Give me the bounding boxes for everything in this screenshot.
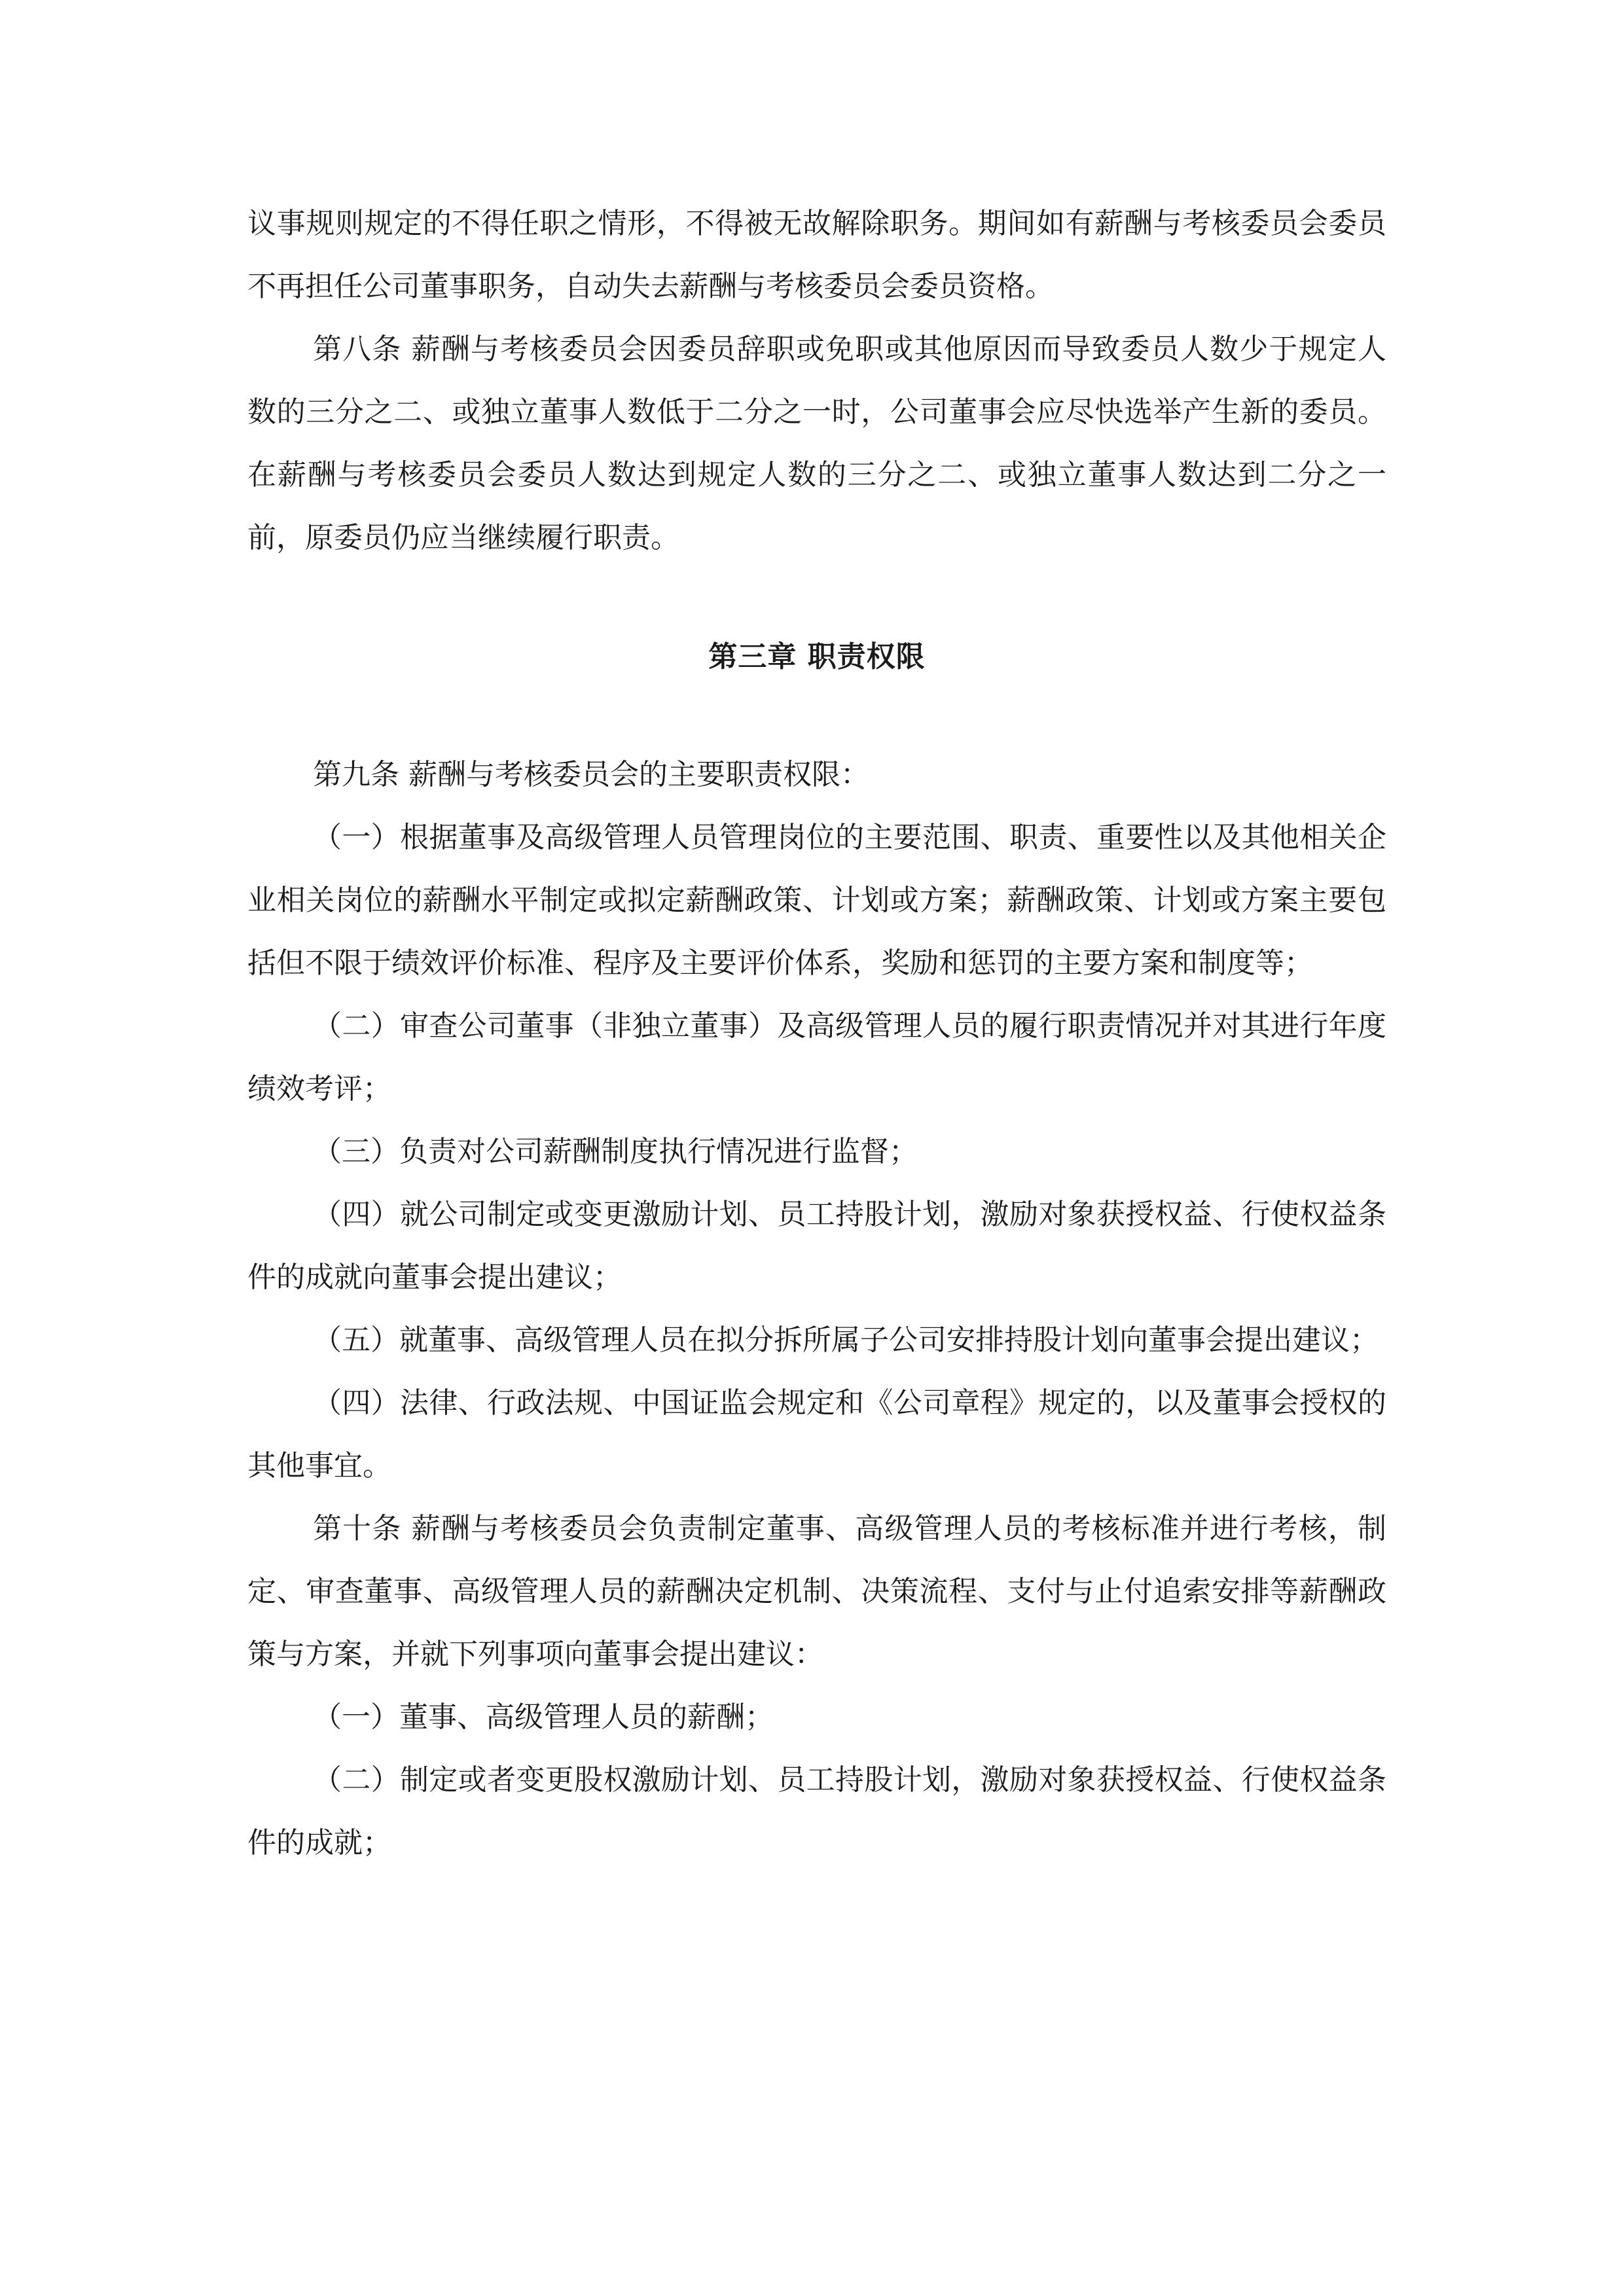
list-item-article-9-5: （五）就董事、高级管理人员在拟分拆所属子公司安排持股计划向董事会提出建议；	[313, 1323, 1379, 1357]
list-item-article-9-4: （四）就公司制定或变更激励计划、员工持股计划，激励对象获授权益、行使权益条件的成就向董事会提出建议；	[247, 1198, 1386, 1294]
list-item-article-10-1: （一）董事、高级管理人员的薪酬；	[313, 1700, 774, 1734]
list-item-article-9-3: （三）负责对公司薪酬制度执行情况进行监督；	[313, 1135, 918, 1168]
paragraph-article-9: 第九条 薪酬与考核委员会的主要职责权限：	[313, 758, 869, 791]
list-item-article-9-1: （一）根据董事及高级管理人员管理岗位的主要范围、职责、重要性以及其他相关企业相关岗位的薪酬水平制定或拟定薪酬政策、计划或方案；薪酬政策、计划或方案主要包括但不限于绩效评价标准、程序及主要评价体系，奖励和惩罚的主要方案和制度等；	[247, 821, 1386, 980]
list-item-article-9-6: （四）法律、行政法规、中国证监会规定和《公司章程》规定的，以及董事会授权的其他事宜。	[247, 1386, 1386, 1482]
list-item-article-9-2: （二）审查公司董事（非独立董事）及高级管理人员的履行职责情况并对其进行年度绩效考评；	[247, 1009, 1386, 1105]
document-body	[247, 192, 1386, 1874]
list-item-article-10-2: （二）制定或者变更股权激励计划、员工持股计划，激励对象获授权益、行使权益条件的成就；	[247, 1763, 1386, 1859]
paragraph-continuation: 议事规则规定的不得任职之情形，不得被无故解除职务。期间如有薪酬与考核委员会委员不再担任公司董事职务，自动失去薪酬与考核委员会委员资格。	[247, 207, 1386, 303]
paragraph-article-10: 第十条 薪酬与考核委员会负责制定董事、高级管理人员的考核标准并进行考核，制定、审查董事、高级管理人员的薪酬决定机制、决策流程、支付与止付追索安排等薪酬政策与方案，并就下列事项向董事会提出建议：	[247, 1512, 1386, 1671]
paragraph-article-8: 第八条 薪酬与考核委员会因委员辞职或免职或其他原因而导致委员人数少于规定人数的三分之二、或独立董事人数低于二分之一时，公司董事会应尽快选举产生新的委员。在薪酬与考核委员会委员人数达到规定人数的三分之二、或独立董事人数达到二分之一前，原委员仍应当继续履行职责。	[247, 332, 1386, 554]
chapter-heading: 第三章 职责权限	[708, 640, 926, 673]
